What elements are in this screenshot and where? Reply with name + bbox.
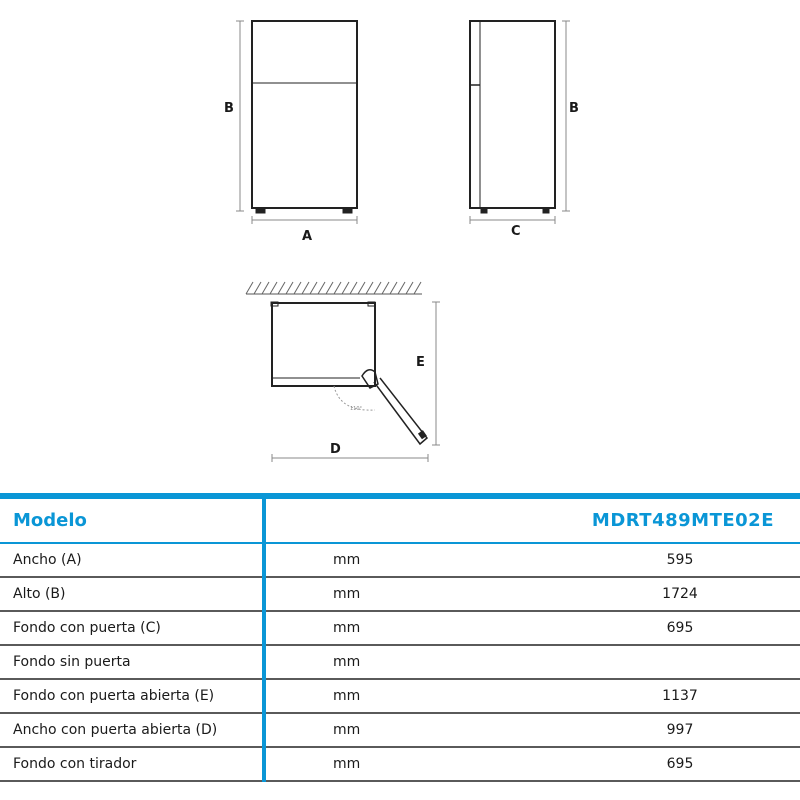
row-unit: mm — [333, 722, 361, 738]
row-unit: mm — [333, 688, 361, 704]
header-model-name: MDRT489MTE02E — [591, 510, 774, 531]
table-header-row — [0, 499, 800, 544]
table-row — [0, 544, 800, 578]
column-divider — [262, 544, 266, 578]
row-label: Fondo con tirador — [13, 756, 137, 772]
row-label: Ancho (A) — [13, 552, 82, 568]
row-unit: mm — [333, 586, 361, 602]
table-row — [0, 714, 800, 748]
row-value: 1137 — [662, 688, 698, 704]
column-divider — [262, 748, 266, 782]
table-row — [0, 646, 800, 680]
top-depth-open-label: E — [416, 355, 425, 370]
table-row — [0, 680, 800, 714]
side-depth-label: C — [511, 224, 521, 239]
front-view-drawing — [236, 21, 357, 224]
front-width-label: A — [302, 229, 313, 244]
row-label: Fondo sin puerta — [13, 654, 131, 670]
row-unit: mm — [333, 756, 361, 772]
column-divider — [262, 612, 266, 646]
table-row — [0, 578, 800, 612]
row-label: Fondo con puerta abierta (E) — [13, 688, 215, 704]
column-divider — [262, 578, 266, 612]
row-label: Alto (B) — [13, 586, 66, 602]
row-unit: mm — [333, 654, 361, 670]
column-divider — [262, 714, 266, 748]
row-value: 997 — [666, 722, 694, 738]
row-value: 595 — [666, 552, 694, 568]
column-divider — [262, 680, 266, 714]
row-value: 695 — [666, 620, 694, 636]
spec-table — [0, 493, 800, 782]
row-value: 1724 — [662, 586, 698, 602]
table-row — [0, 612, 800, 646]
row-label: Fondo con puerta (C) — [13, 620, 161, 636]
top-width-open-label: D — [330, 442, 341, 457]
top-view-drawing — [246, 282, 440, 462]
side-height-label: B — [569, 101, 579, 116]
side-view-drawing — [470, 21, 570, 224]
row-label: Ancho con puerta abierta (D) — [13, 722, 218, 738]
column-divider — [262, 646, 266, 680]
row-unit: mm — [333, 552, 361, 568]
header-model-label: Modelo — [13, 510, 87, 531]
door-angle-label: 110° — [350, 406, 363, 412]
column-divider — [262, 499, 266, 544]
front-height-label: B — [224, 101, 234, 116]
table-row — [0, 748, 800, 782]
row-value: 695 — [666, 756, 694, 772]
row-unit: mm — [333, 620, 361, 636]
